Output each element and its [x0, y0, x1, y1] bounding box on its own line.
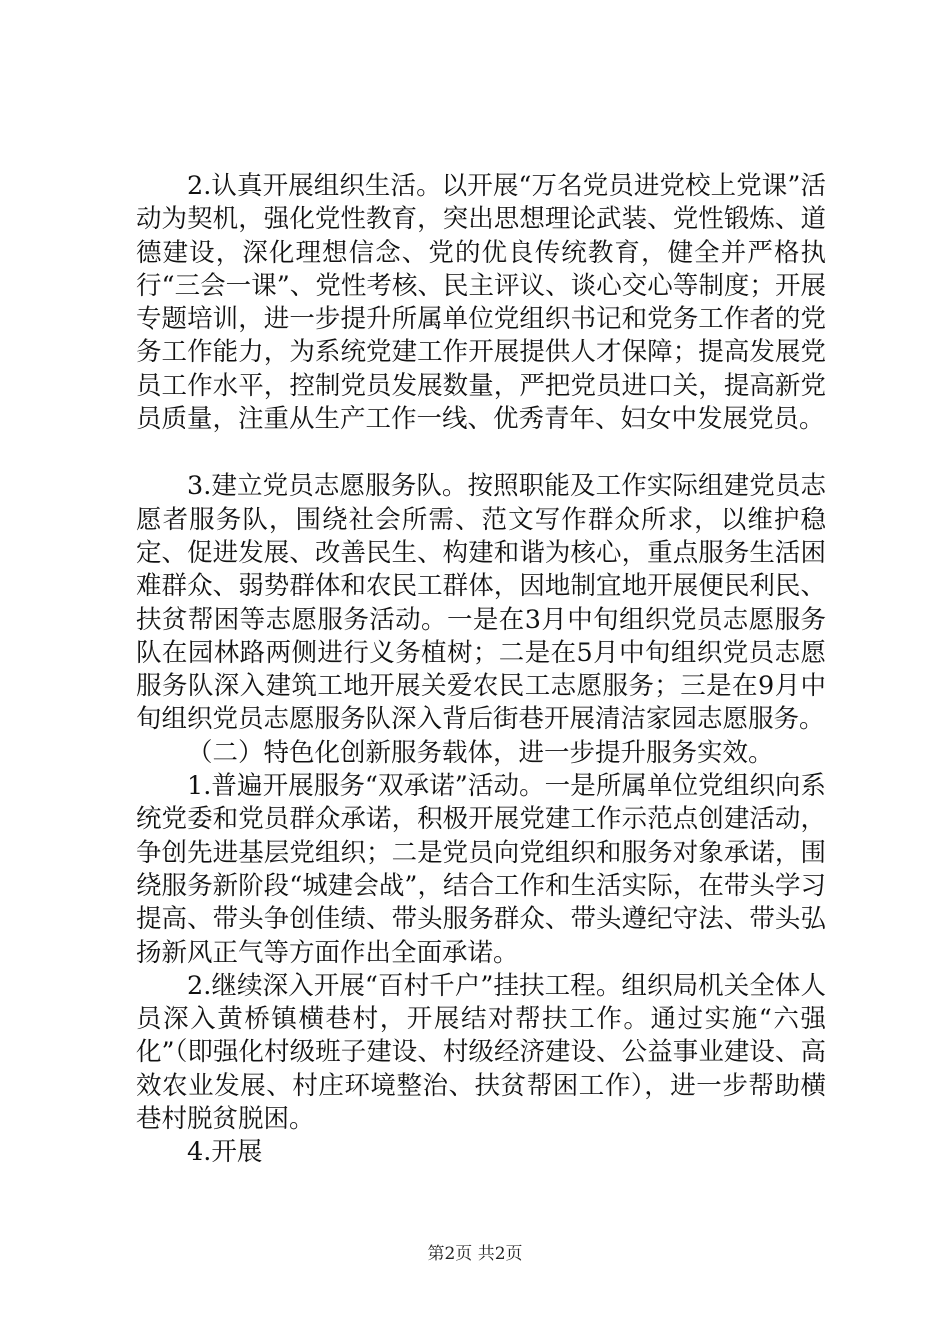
document-body: [136, 170, 826, 1170]
paragraph-village-assistance: 2.继续深入开展“百村千户”挂扶工程。组织局机关全体人员深入黄桥镇横巷村，开展结对帮扶工作。通过实施“六强化”（即强化村级班子建设、村级经济建设、公益事业建设、高效农业发展、村庄环境整治、扶贫帮困工作），进一步帮助横巷村脱贫脱困。: [136, 970, 826, 1135]
paragraph-double-commitment: 1.普遍开展服务“双承诺”活动。一是所属单位党组织向系统党委和党员群众承诺，积极开展党建工作示范点创建活动，争创先进基层党组织；二是党员向党组织和服务对象承诺，围绕服务新阶段“城建会战”，结合工作和生活实际，在带头学习提高、带头争创佳绩、带头服务群众、带头遵纪守法、带头弘扬新风正气等方面作出全面承诺。: [136, 771, 826, 968]
paragraph-truncated: 4.开展: [187, 1137, 263, 1168]
page-footer: 第2页 共2页: [427, 1244, 523, 1264]
paragraph-volunteer-team: 3.建立党员志愿服务队。按照职能及工作实际组建党员志愿者服务队，围绕社会所需、范文写作群众所求，以维护稳定、促进发展、改善民生、构建和谐为核心，重点服务生活困难群众、弱势群体和农民工群体，因地制宜地开展便民利民、扶贫帮困等志愿服务活动。一是在3月中旬组织党员志愿服务队在园林路两侧进行义务植树；二是在5月中旬组织党员志愿服务队深入建筑工地开展关爱农民工志愿服务；三是在9月中旬组织党员志愿服务队深入背后街巷开展清洁家园志愿服务。: [136, 471, 826, 735]
paragraph-organization-life: 2.认真开展组织生活。以开展“万名党员进党校上党课”活动为契机，强化党性教育，突出思想理论武装、党性锻炼、道德建设，深化理想信念、党的优良传统教育，健全并严格执行“三会一课”、党性考核、民主评议、谈心交心等制度；开展专题培训，进一步提升所属单位党组织书记和党务工作者的党务工作能力，为系统党建工作开展提供人才保障；提高发展党员工作水平，控制党员发展数量，严把党员进口关，提高新党员质量，注重从生产工作一线、优秀青年、妇女中发展党员。: [136, 171, 826, 435]
section-heading-service-carrier: （二）特色化创新服务载体，进一步提升服务实效。: [187, 737, 774, 768]
